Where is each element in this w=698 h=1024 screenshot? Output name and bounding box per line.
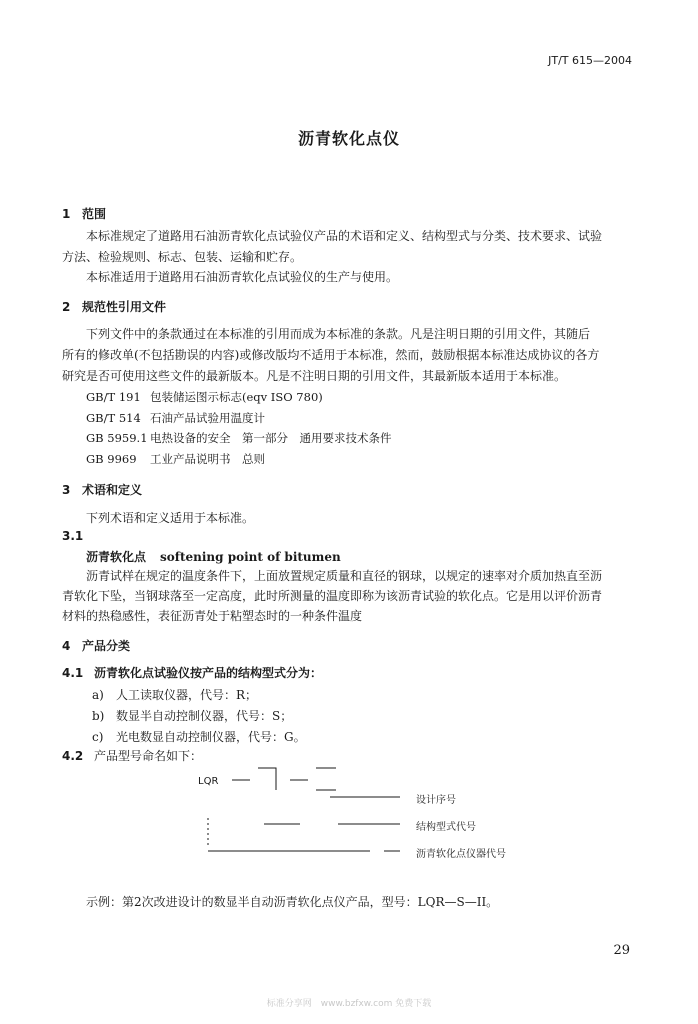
subsection-4-2-number: 4.2: [62, 749, 84, 763]
section-1-number: 1: [62, 207, 71, 221]
reference-title: 电热设备的安全 第一部分 通用要求技术条件: [150, 431, 392, 445]
term-entry: [86, 548, 341, 565]
subsection-4-2-title: 产品型号命名如下：: [94, 749, 203, 763]
subsection-3-1-number: 3.1: [62, 529, 84, 543]
section-4-number: 4: [62, 639, 71, 653]
reference-item: [86, 410, 265, 426]
list-marker: c): [92, 730, 104, 744]
list-text: 数显半自动控制仪器，代号：S；: [116, 709, 293, 723]
section-2-title: 规范性引用文件: [82, 300, 167, 314]
term-english: softening point of bitumen: [160, 550, 341, 564]
section-3-number: 3: [62, 483, 71, 497]
reference-code: GB/T 514: [86, 411, 141, 425]
reference-code: GB 5959.1: [86, 431, 148, 445]
list-item: [92, 707, 292, 724]
reference-item: [86, 389, 323, 405]
section-2-number: 2: [62, 300, 71, 314]
section-1-heading: [62, 205, 106, 222]
section-1-title: 范围: [82, 207, 107, 221]
subsection-4-2-heading: [62, 747, 202, 764]
section-2-para-1a: 下列文件中的条款通过在本标准的引用而成为本标准的条款。凡是注明日期的引用文件，其随后: [86, 327, 591, 341]
section-1-para-2: 本标准适用于道路用石油沥青软化点试验仪的生产与使用。: [86, 270, 399, 284]
standard-code: JT/T 615—2004: [548, 54, 632, 67]
diagram-label-instrument-code: 沥青软化点仪器代号: [416, 849, 506, 860]
document-title: 沥青软化点仪: [297, 129, 400, 148]
page-number: 29: [613, 943, 630, 958]
reference-item: [86, 451, 265, 467]
reference-title: 石油产品试验用温度计: [150, 411, 265, 425]
watermark-footer: 标准分享网 www.bzfxw.com 免费下载: [266, 999, 432, 1009]
reference-code: GB/T 191: [86, 390, 141, 404]
section-3-intro: 下列术语和定义适用于本标准。: [86, 511, 255, 525]
term-definition-c: 材料的热稳感性，表征沥青处于粘塑态时的一种条件温度: [62, 609, 363, 623]
term-chinese: 沥青软化点: [86, 550, 147, 564]
section-2-para-1b: 所有的修改单(不包括勘误的内容)或修改版均不适用于本标准，然而，鼓励根据本标准达成协议的各方: [62, 348, 600, 362]
diagram-label-structure-code: 结构型式代号: [416, 822, 476, 833]
term-definition-b: 青软化下坠，当钢球落至一定高度，此时所测量的温度即称为该沥青试验的软化点。它是用以评价沥青: [62, 589, 603, 603]
list-marker: a): [92, 688, 104, 702]
section-2-para-1c: 研究是否可使用这些文件的最新版本。凡是不注明日期的引用文件，其最新版本适用于本标准。: [62, 369, 567, 383]
section-2-heading: [62, 298, 166, 315]
list-marker: b): [92, 709, 105, 723]
section-3-heading: [62, 481, 142, 498]
section-1-para-1a: 本标准规定了道路用石油沥青软化点试验仪产品的术语和定义、结构型式与分类、技术要求、试验: [86, 229, 603, 243]
section-4-title: 产品分类: [82, 639, 131, 653]
subsection-4-1-number: 4.1: [62, 666, 84, 680]
section-3-title: 术语和定义: [82, 483, 143, 497]
list-item: [92, 728, 306, 745]
term-definition-a: 沥青试样在规定的温度条件下，上面放置规定质量和直径的钢球，以规定的速率对介质加热直至沥: [86, 569, 603, 583]
diagram-label-design-seq: 设计序号: [416, 795, 456, 806]
section-4-heading: [62, 637, 130, 654]
reference-item: [86, 430, 392, 446]
diagram-prefix: LQR: [198, 776, 219, 787]
list-text: 人工读取仪器，代号：R；: [116, 688, 258, 702]
subsection-4-1-title: 沥青软化点试验仪按产品的结构型式分为：: [94, 666, 323, 680]
subsection-4-1-heading: [62, 664, 322, 681]
reference-title: 包装储运图示标志(eqv ISO 780): [150, 390, 323, 404]
section-1-para-1b: 方法、检验规则、标志、包装、运输和贮存。: [62, 250, 303, 264]
list-item: [92, 686, 257, 703]
list-text: 光电数显自动控制仪器，代号：G。: [116, 730, 306, 744]
reference-code: GB 9969: [86, 452, 137, 466]
reference-title: 工业产品说明书 总则: [150, 452, 265, 466]
model-example: 示例：第2次改进设计的数显半自动沥青软化点仪产品，型号：LQR—S—II。: [86, 895, 499, 909]
